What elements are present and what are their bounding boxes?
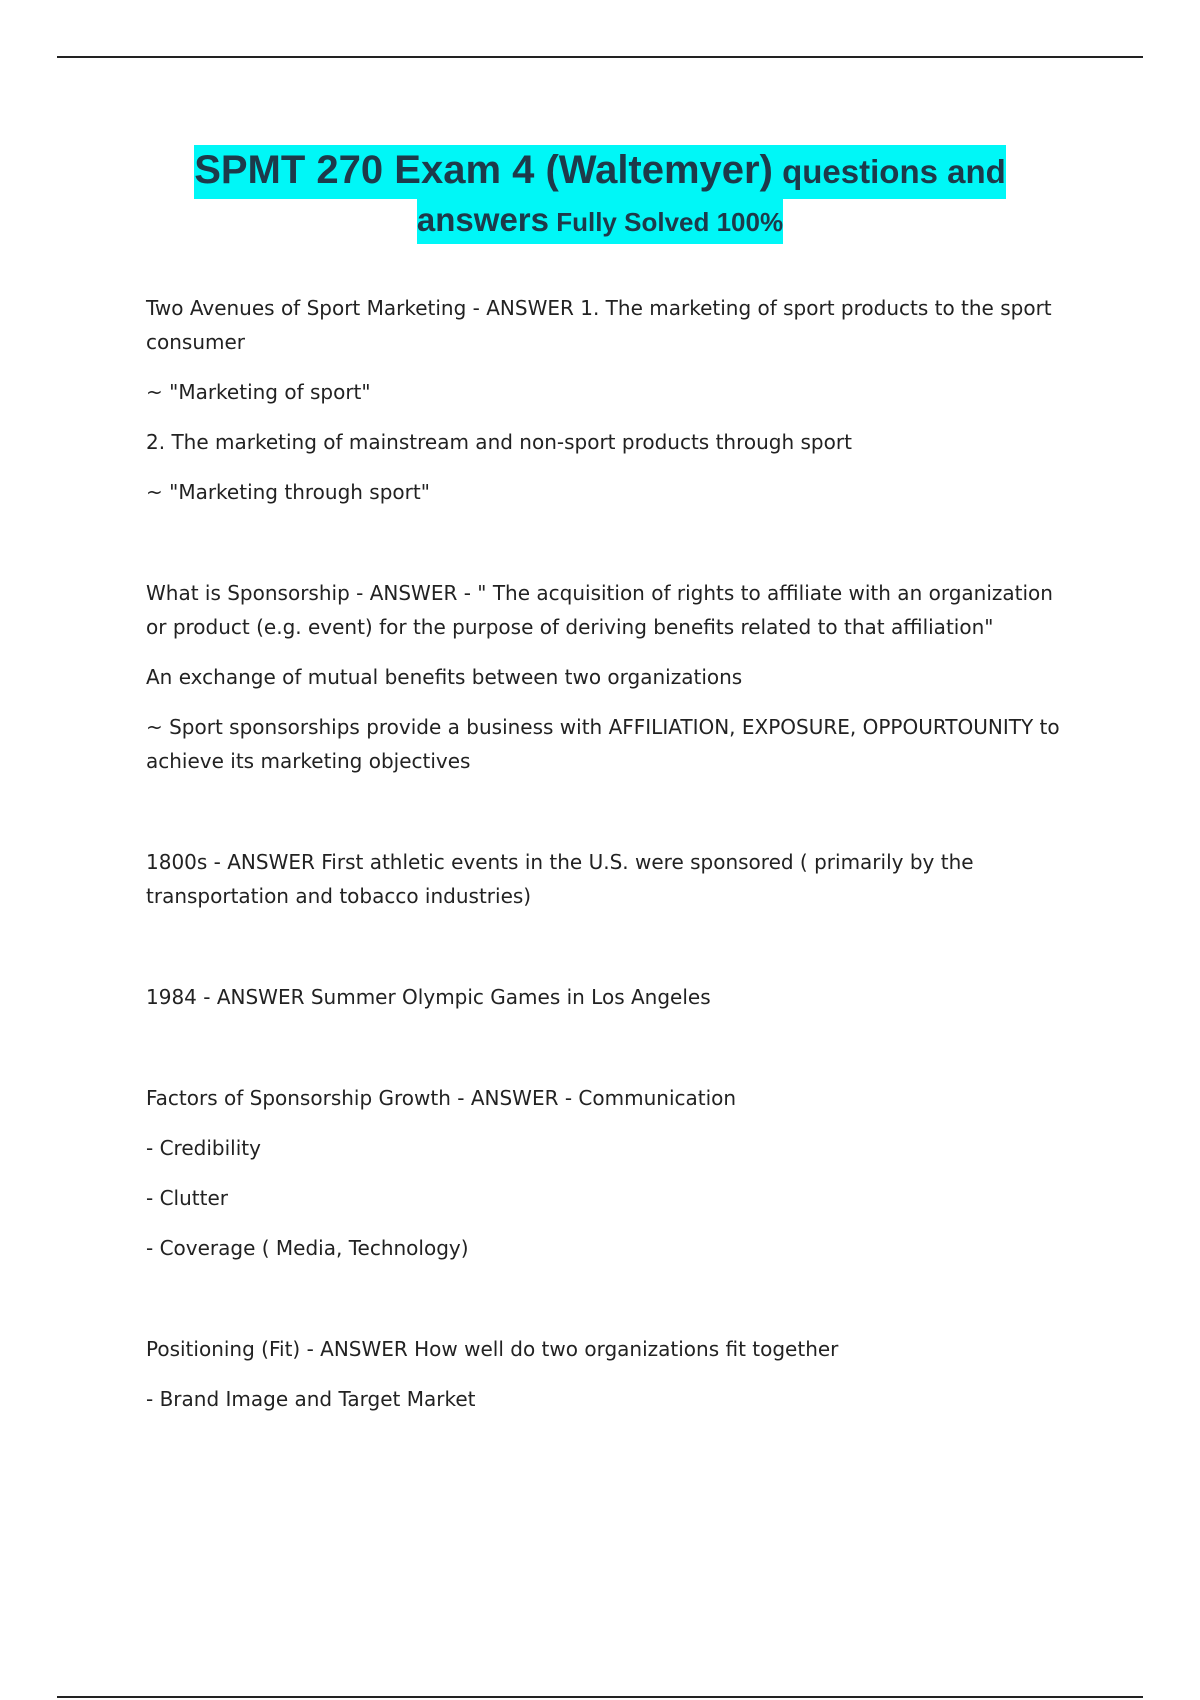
qa-paragraph: ~ "Marketing through sport" xyxy=(146,480,430,504)
qa-paragraph: 1800s - ANSWER First athletic events in the U.S. were sponsored ( primarily by the transportation and tobacco industries) xyxy=(146,850,974,908)
qa-paragraph: - Brand Image and Target Market xyxy=(146,1387,476,1411)
title-line-1 xyxy=(194,145,1006,199)
qa-paragraph: Two Avenues of Sport Marketing - ANSWER 1. The marketing of sport products to the sport consumer xyxy=(146,296,1052,354)
qa-block-positioning xyxy=(146,1332,1066,1416)
qa-paragraph: What is Sponsorship - ANSWER - " The acquisition of rights to affiliate with an organization or product (e.g. event) for the purpose of deriving benefits related to that affiliation" xyxy=(146,581,1053,639)
qa-paragraph: ~ Sport sponsorships provide a business with AFFILIATION, EXPOSURE, OPPOURTOUNITY to achieve its marketing objectives xyxy=(146,715,1060,773)
qa-paragraph: Positioning (Fit) - ANSWER How well do two organizations fit together xyxy=(146,1337,839,1361)
qa-block-1984 xyxy=(146,980,1066,1014)
qa-paragraph: - Clutter xyxy=(146,1186,228,1210)
qa-paragraph: - Coverage ( Media, Technology) xyxy=(146,1236,469,1260)
qa-block-1800s xyxy=(146,845,1066,913)
bottom-rule xyxy=(57,1696,1143,1698)
qa-paragraph: - Credibility xyxy=(146,1136,261,1160)
document-title xyxy=(0,145,1200,244)
document-body xyxy=(146,291,1066,1432)
qa-paragraph: ~ "Marketing of sport" xyxy=(146,380,371,404)
qa-block-sponsorship xyxy=(146,576,1066,778)
title-line-2 xyxy=(417,199,783,244)
qa-paragraph: An exchange of mutual benefits between two organizations xyxy=(146,665,743,689)
qa-paragraph: 2. The marketing of mainstream and non-sport products through sport xyxy=(146,430,852,454)
qa-paragraph: 1984 - ANSWER Summer Olympic Games in Los Angeles xyxy=(146,985,711,1009)
qa-paragraph: Factors of Sponsorship Growth - ANSWER - Communication xyxy=(146,1086,737,1110)
title-solved-text: Fully Solved 100% xyxy=(549,207,784,237)
top-rule xyxy=(57,56,1143,58)
title-answers-text: answers xyxy=(416,201,549,238)
qa-block-growth-factors xyxy=(146,1081,1066,1265)
title-tail-text: questions and xyxy=(772,153,1006,190)
title-main-text: SPMT 270 Exam 4 (Waltemyer) xyxy=(194,148,773,192)
qa-block-avenues xyxy=(146,291,1066,509)
